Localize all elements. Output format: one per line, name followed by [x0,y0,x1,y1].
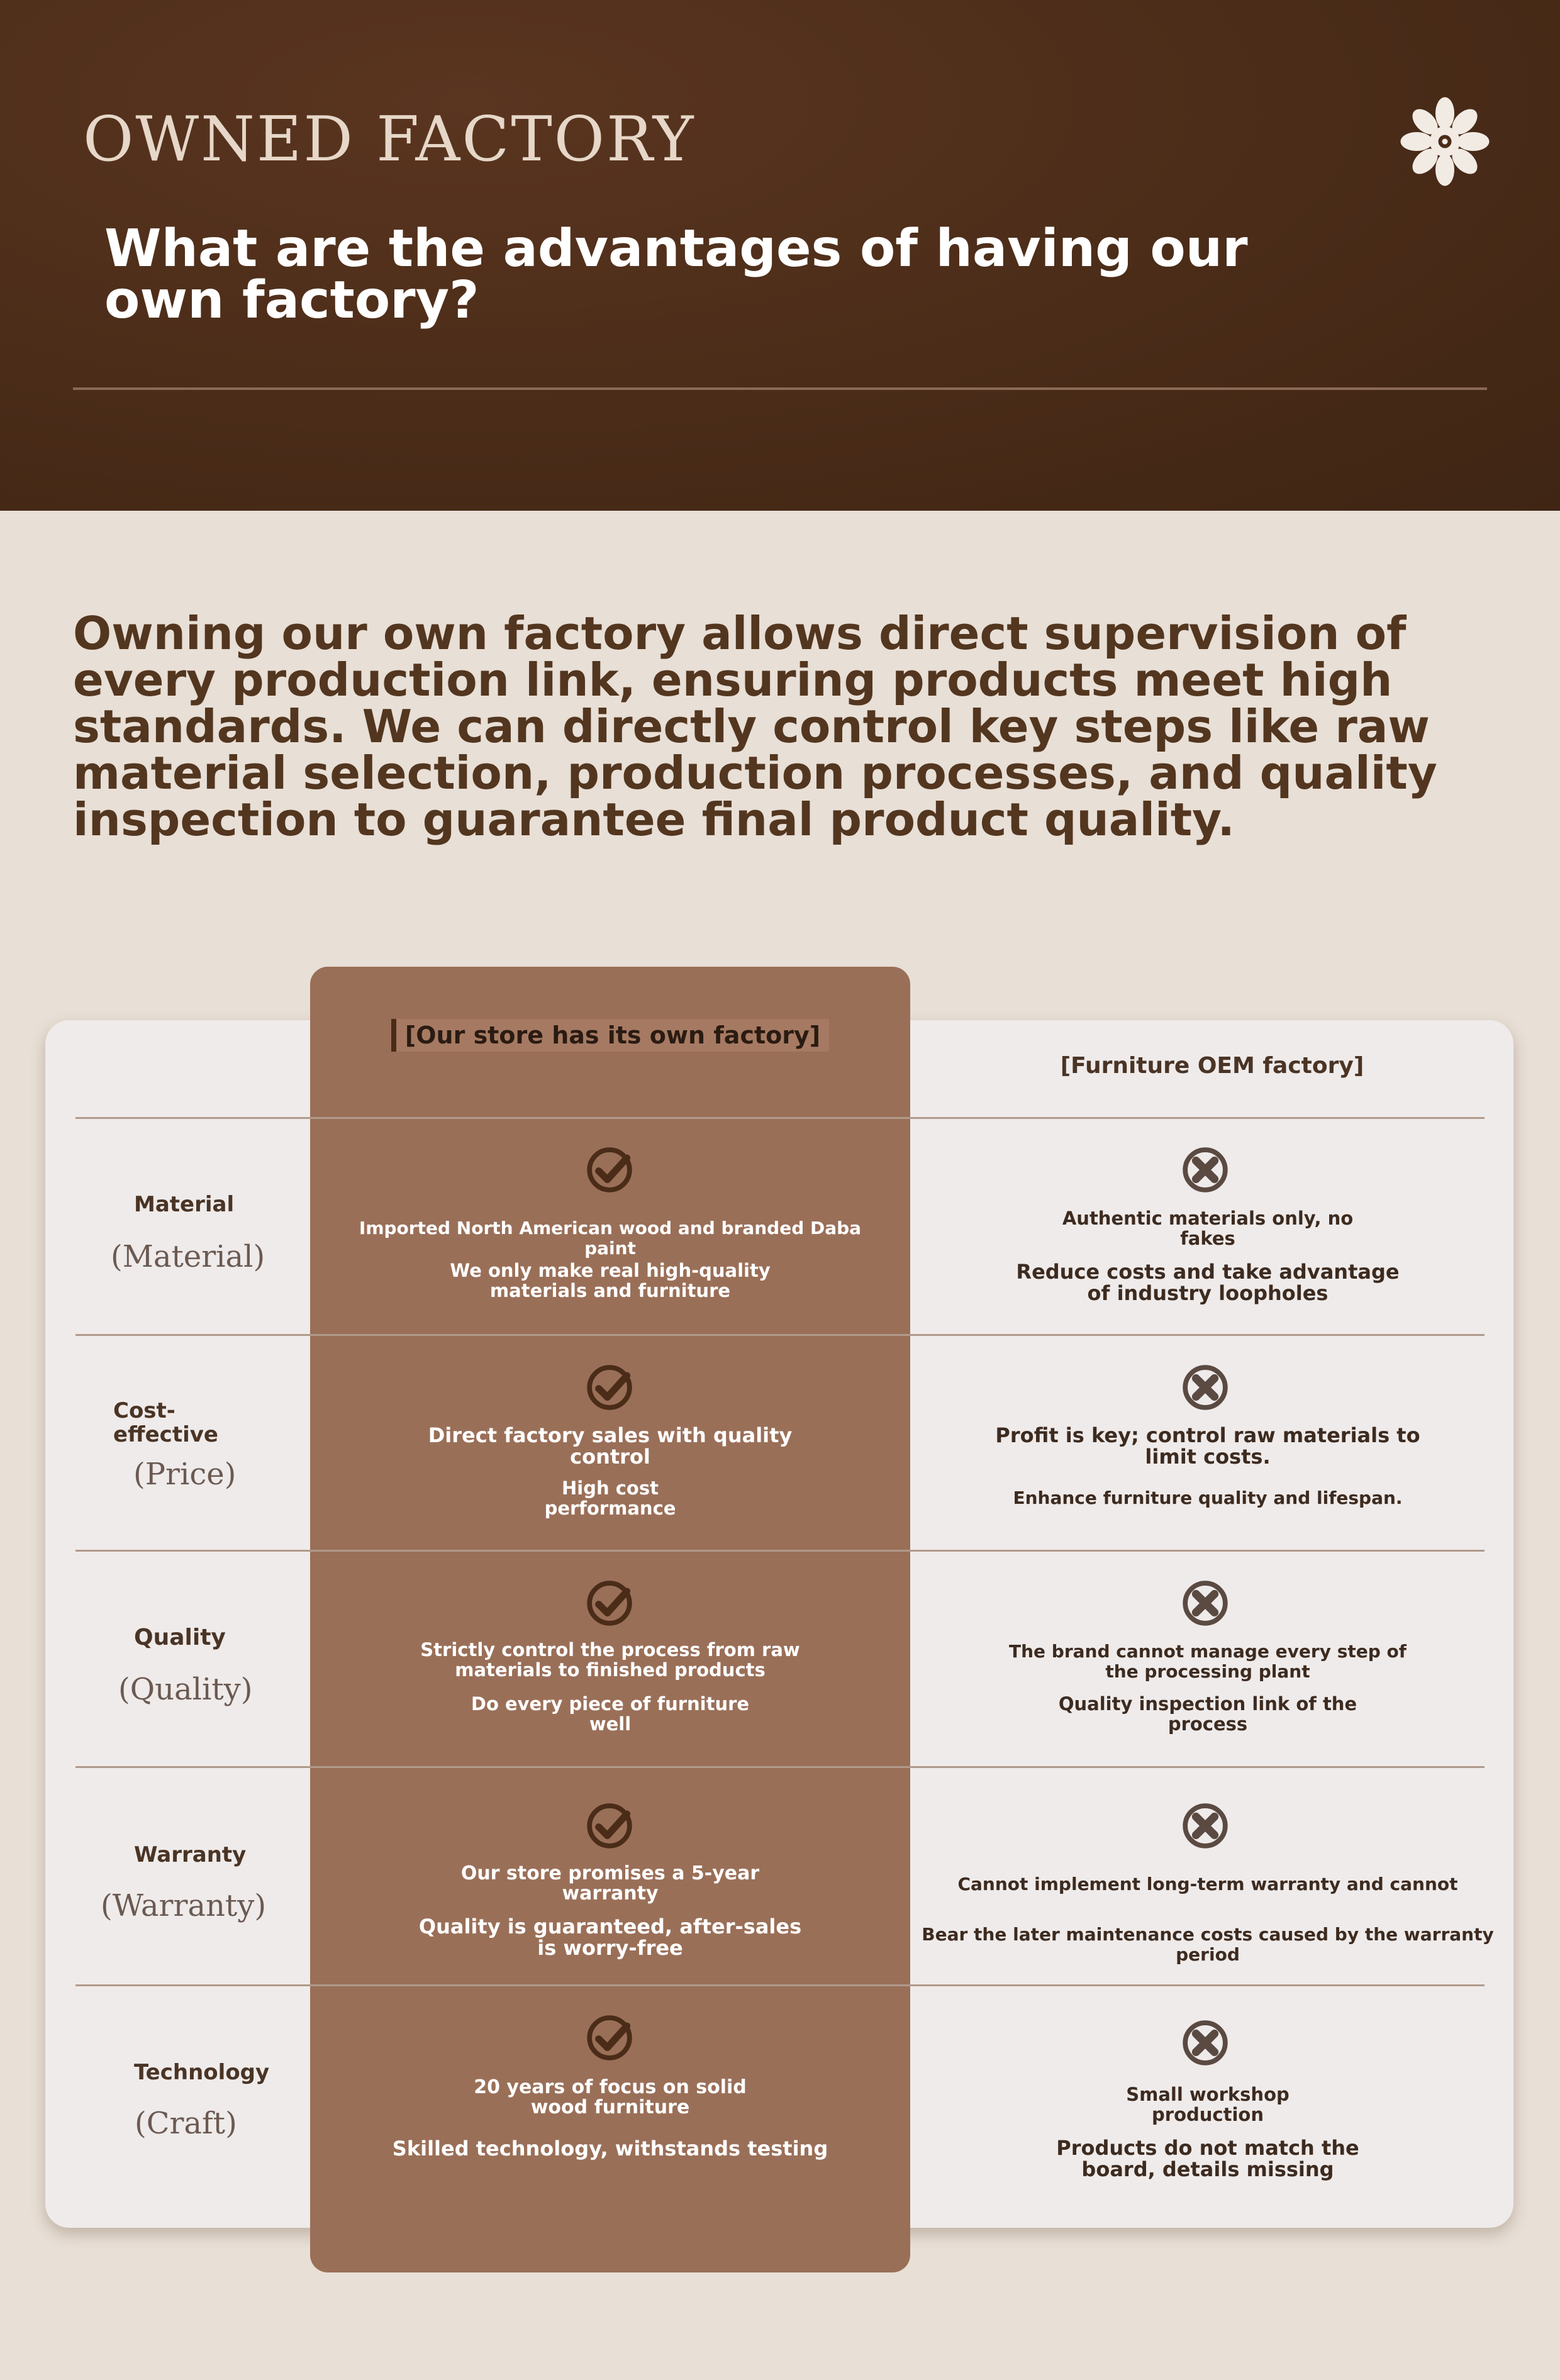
oem-price-line1: Profit is key; control raw materials to limit costs. [995,1423,1420,1469]
oem-material-line2: Reduce costs and take advantage of industry loopholes [1016,1260,1400,1305]
own-factory-header: [Our store has its own factory] [310,1019,910,1052]
check-circle-icon [582,2011,637,2065]
oem-material-line1: Authentic materials only, no fakes [1062,1208,1354,1249]
x-circle-icon [1178,1576,1232,1630]
row-sublabel-price: (Price) [133,1457,237,1492]
oem-warranty-line1: Cannot implement long-term warranty and cannot [957,1874,1458,1894]
row-sublabel-quality: (Quality) [118,1672,253,1707]
oem-factory-header: [Furniture OEM factory] [1060,1053,1364,1079]
row-divider [75,1117,1485,1119]
oem-technology-line1: Small workshop production [1126,2084,1290,2125]
row-divider [75,1334,1485,1336]
own-material-line1: Imported North American wood and branded Daba paint [359,1218,862,1259]
row-divider [75,1984,1485,1986]
brand-title: OWNED FACTORY [83,104,696,175]
oem-quality-line1: The brand cannot manage every step of the processing plant [1009,1641,1407,1682]
check-circle-icon [582,1143,637,1197]
hero-banner [0,0,1560,511]
x-circle-icon [1178,1799,1232,1853]
own-quality-line2: Do every piece of furniture well [471,1693,750,1735]
check-circle-icon [582,1360,637,1415]
x-circle-icon [1178,1360,1232,1415]
page-heading: What are the advantages of having our own factory? [104,219,1248,330]
row-sublabel-craft: (Craft) [135,2106,237,2141]
x-circle-icon [1178,1143,1232,1197]
row-sublabel-material: (Material) [111,1239,265,1274]
own-price-line2: High cost performance [544,1477,676,1519]
row-label-warranty: Warranty [134,1842,247,1867]
own-warranty-line2: Quality is guaranteed, after-sales is worry-free [418,1915,802,1960]
row-label-technology: Technology [134,2060,270,2085]
row-divider [75,1550,1485,1552]
row-label-quality: Quality [134,1625,226,1650]
flower-icon [1398,94,1492,189]
own-price-line1: Direct factory sales with quality control [428,1423,793,1469]
row-sublabel-warranty: (Warranty) [101,1888,267,1923]
own-technology-line2: Skilled technology, withstands testing [392,2137,828,2160]
header-divider [73,387,1487,390]
row-label-material: Material [134,1192,235,1217]
oem-warranty-line2: Bear the later maintenance costs caused by the warranty period [922,1924,1494,1965]
check-circle-icon [582,1799,637,1853]
own-technology-line1: 20 years of focus on solid wood furniture [474,2076,747,2118]
oem-price-line2: Enhance furniture quality and lifespan. [1013,1488,1403,1508]
oem-technology-line2: Products do not match the board, details missing [1056,2136,1359,2181]
row-divider [75,1766,1485,1768]
check-circle-icon [582,1576,637,1630]
x-circle-icon [1178,2016,1232,2070]
oem-quality-line2: Quality inspection link of the process [1058,1693,1357,1735]
own-material-line2: We only make real high-quality materials and furniture [450,1260,771,1301]
intro-paragraph: Owning our own factory allows direct supervision of every production link, ensuring products meet high standards. We can directly control key steps like raw material selection, production processes, and quality inspection to guarantee final product quality. [73,607,1437,846]
own-warranty-line1: Our store promises a 5-year warranty [460,1862,760,1905]
own-quality-line1: Strictly control the process from raw materials to finished products [420,1639,800,1681]
row-label-price: Cost-effective [113,1398,218,1447]
